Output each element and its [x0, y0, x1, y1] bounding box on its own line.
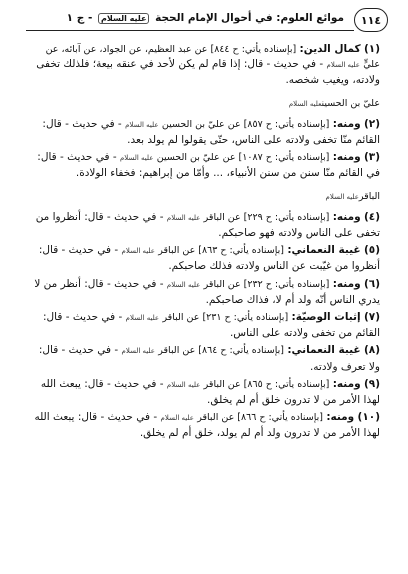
- section-heading: [30, 189, 380, 205]
- entry-text: - في حديث - قال: أنظر من لا يدري الناس أنّه ولد أم لا، فذاك صاحبكم.: [34, 277, 380, 306]
- entry-source: ومنه:: [332, 151, 361, 164]
- entry-source: ومنه:: [332, 377, 361, 390]
- honorific-mark: عليه السلام: [121, 247, 155, 256]
- section-heading-text: الباقر: [358, 190, 380, 202]
- entry-source: غيبة النعماني:: [287, 344, 361, 357]
- entry-source: ومنه:: [332, 117, 361, 130]
- entry-isnad: [بإسناده يأتي: ح ٨٦٦] عن الباقر: [197, 412, 323, 424]
- book-title: موائع العلوم: في أحوال الإمام الحجة: [155, 12, 344, 24]
- entry-isnad: [بإسناده يأتي: ح ١٠٨٧] عن عليّ بن الحسين: [156, 152, 330, 164]
- honorific-mark: عليه السلام: [326, 61, 360, 70]
- honorific-seal: عليه السلام: [98, 13, 149, 24]
- hadith-entry: [30, 343, 380, 374]
- entry-number: (٣): [363, 151, 380, 164]
- entry-source: ومنه:: [332, 210, 361, 223]
- honorific-mark: عليه السلام: [125, 120, 159, 129]
- page-body: [30, 42, 380, 444]
- hadith-entry: [30, 277, 380, 308]
- entry-source: ومنه:: [332, 277, 361, 290]
- hadith-entry: [30, 410, 380, 441]
- entry-isnad: [بإسناده يأتي: ح ٢٣١] عن الباقر: [162, 312, 289, 324]
- entry-text: - في حديث - قال: ولا تعرف ولادته.: [38, 344, 380, 373]
- honorific-mark: عليه السلام: [119, 154, 154, 163]
- honorific-mark: عليه السلام: [121, 347, 155, 356]
- entry-isnad: [بإسناده يأتي: ح ٨٦٤] عن الباقر: [158, 345, 284, 357]
- entry-text: - في حديث - قال: أنظروا من غيّبت عن الناس ولادته فذلك صاحبكم.: [38, 244, 380, 273]
- entry-number: (١): [363, 43, 380, 55]
- entry-number: (٩): [363, 377, 380, 390]
- entry-number: (٧): [363, 311, 380, 324]
- header-rule: [26, 30, 354, 31]
- honorific-mark: عليه السلام: [166, 213, 201, 222]
- entry-text: - في حديث - قال: إذا قام لم يكن لأحد في عنقه بيعة؛ فلذلك تخفى ولادته، ويغيب شخصه.: [36, 58, 380, 87]
- entry-source: غيبة النعماني:: [287, 244, 361, 257]
- entry-text: - في حديث - قال: في القائم منّا سنن من سنن الأنبياء، ... وأمّا من إبراهيم: فخفاء الولادة.: [37, 151, 380, 180]
- honorific-mark: عليه السلام: [288, 99, 322, 108]
- entry-isnad: [بإسناده يأتي: ح ٢٣٢] عن الباقر: [203, 278, 330, 290]
- entry-isnad: [بإسناده يأتي: ح ٢٢٩] عن الباقر: [203, 211, 330, 223]
- entry-text: - في حديث - قال: يبعث الله لهذا الأمر من لا تدرون ولد أم لم يولد، خلق أم لم يخلق.: [34, 411, 380, 440]
- page-number-badge: ١١٤: [354, 8, 388, 32]
- running-title: [67, 12, 344, 24]
- entry-text: - في حديث - قال: يبعث الله لهذا الأمر من لا تدرون خلق أم لم يخلق.: [40, 377, 380, 407]
- entry-source: ومنه:: [326, 411, 355, 424]
- hadith-entry: [30, 42, 380, 89]
- hadith-entry: [30, 117, 380, 148]
- page-header: [26, 8, 388, 34]
- entry-source: إثبات الوصيّة:: [291, 311, 361, 324]
- honorific-mark: عليه السلام: [166, 380, 201, 389]
- entry-number: (٢): [363, 117, 380, 130]
- hadith-entry: [30, 310, 380, 341]
- hadith-entry: [30, 243, 380, 274]
- section-heading: [30, 96, 380, 112]
- honorific-mark: عليه السلام: [160, 414, 194, 423]
- entry-number: (٥): [363, 244, 380, 257]
- volume-label: - ج ١: [66, 12, 93, 24]
- entry-text: - في حديث - قال: القائم منّا تخفى ولادته على الناس، حتّى يقولوا لم يولد بعد.: [42, 117, 380, 147]
- entry-isnad: [بإسناده يأتي: ح ٨٦٥] عن الباقر: [203, 378, 330, 390]
- honorific-mark: عليه السلام: [125, 314, 160, 323]
- honorific-mark: عليه السلام: [166, 280, 201, 289]
- hadith-entry: [30, 210, 380, 241]
- entry-isnad: [بإسناده يأتي: ح ٨٤٤] عن عبد العظيم، عن الجواد، عن آبائه، عن عليٍّ: [45, 44, 380, 71]
- entry-number: (١٠): [357, 411, 380, 424]
- hadith-entry: [30, 377, 380, 408]
- entry-isnad: [بإسناده يأتي: ح ٨٥٧] عن عليّ بن الحسين: [161, 118, 330, 130]
- entry-number: (٤): [363, 210, 380, 223]
- entry-text: - في حديث - قال: القائم من تخفى ولادته على الناس.: [43, 311, 380, 340]
- entry-isnad: [بإسناده يأتي: ح ٨٦٣] عن الباقر: [158, 245, 284, 257]
- section-heading-text: عليّ بن الحسين: [321, 97, 380, 109]
- entry-number: (٦): [363, 277, 380, 290]
- entry-source: كمال الدين:: [299, 43, 361, 55]
- hadith-entry: [30, 150, 380, 181]
- entry-number: (٨): [363, 344, 380, 357]
- honorific-mark: عليه السلام: [325, 192, 359, 201]
- entry-text: - في حديث - قال: أنظروا من تخفى على الناس ولادته فهو صاحبكم.: [35, 210, 380, 240]
